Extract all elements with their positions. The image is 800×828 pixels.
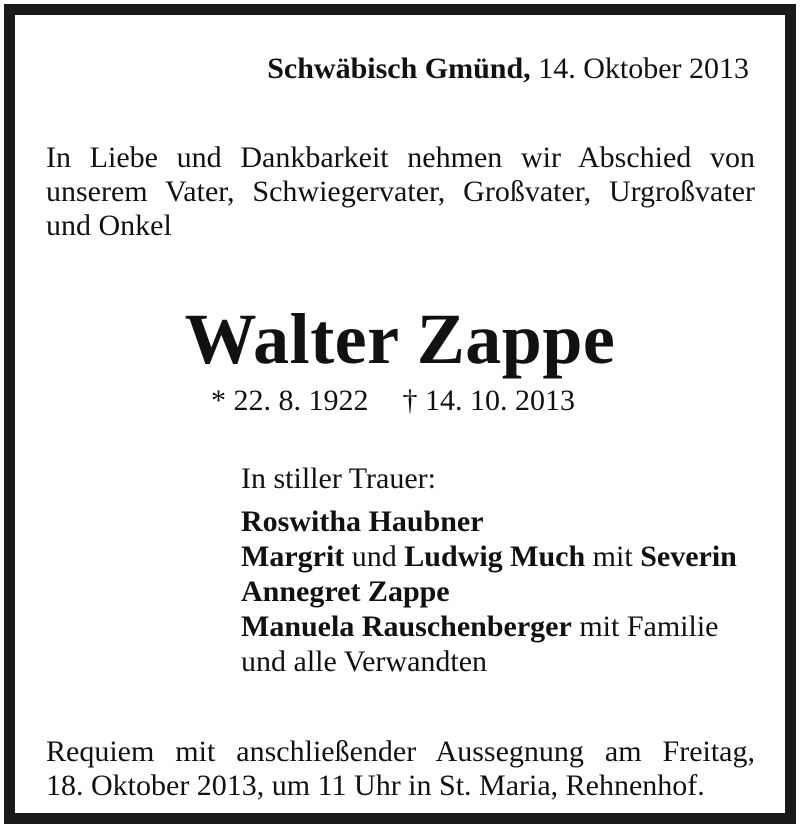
requiem-text (46, 735, 755, 803)
obituary-notice (4, 4, 796, 824)
mourners-list (241, 461, 737, 679)
mourner-line (241, 504, 737, 539)
mourners-heading: In stiller Trauer: (241, 462, 436, 495)
mourner-connector: und (344, 540, 405, 573)
deceased-name: Walter Zappe (184, 299, 616, 379)
mourner-connector: mit (585, 540, 641, 573)
intro-line: In Liebe und Dankbarkeit nehmen wir Abschied von (46, 141, 755, 174)
intro-text (46, 141, 755, 243)
mourner-line (241, 609, 737, 644)
mourner-name: Severin (640, 540, 737, 573)
place: Schwäbisch Gmünd, (267, 52, 531, 85)
mourner-name: Roswitha Haubner (241, 505, 484, 538)
requiem-line: 18. Oktober 2013, um 11 Uhr in St. Maria, Rehnenhof. (46, 769, 705, 802)
mourner-name: Ludwig Much (404, 540, 586, 573)
mourner-name: Annegret Zappe (241, 575, 450, 608)
birth-date: * 22. 8. 1922 (211, 384, 369, 417)
notice-date: 14. Oktober 2013 (538, 52, 749, 85)
mourner-line (241, 539, 737, 574)
mourner-line: und alle Verwandten (241, 645, 488, 678)
requiem-line: Requiem mit anschließender Aussegnung am Freitag, (46, 735, 755, 768)
mourner-suffix: mit Familie (571, 610, 719, 643)
place-date (267, 49, 749, 89)
mourner-line (241, 574, 737, 609)
death-date: † 14. 10. 2013 (402, 384, 575, 417)
mourner-name: Manuela Rauschenberger (241, 610, 572, 643)
mourner-name: Margrit (241, 540, 345, 573)
life-dates (211, 381, 575, 421)
intro-line: und Onkel (46, 209, 172, 242)
intro-line: unserem Vater, Schwiegervater, Großvater, Urgroßvater (46, 175, 755, 208)
